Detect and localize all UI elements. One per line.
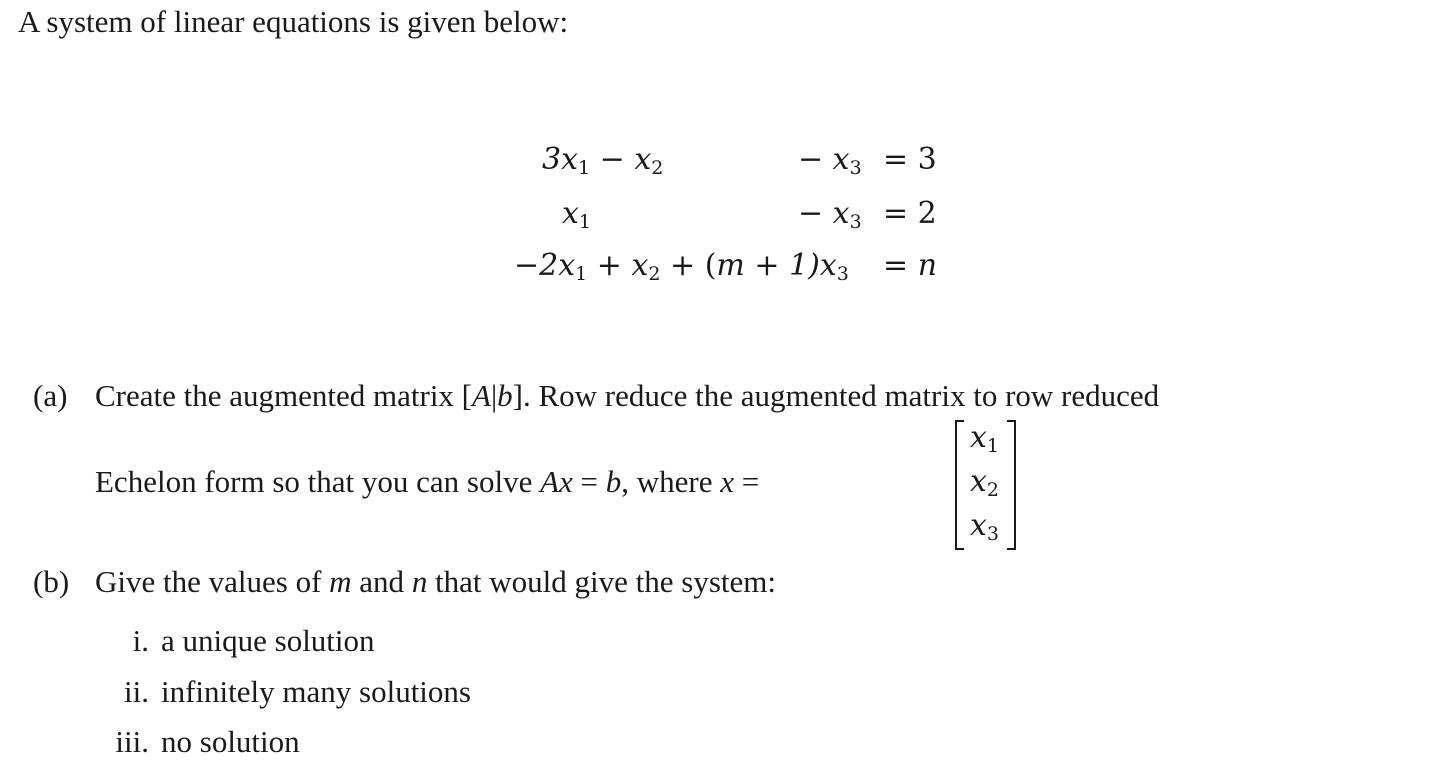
item-number: iii. bbox=[115, 724, 149, 759]
eq1-term-x1: $3x_1 - x_2$ bbox=[542, 142, 664, 179]
eq2-term-x3: − $x_3$ bbox=[798, 196, 862, 233]
eq2-term-x1: $x_1$ bbox=[562, 196, 592, 233]
part-a-line2: Echelon form so that you can solve Ax = b, where x = bbox=[95, 464, 760, 499]
vector-entry-1: $x_1$ bbox=[970, 420, 1000, 457]
eq3-lhs: $-2x_1 + x_2 + (m + 1)x_3$ bbox=[514, 248, 849, 285]
intro-text: A system of linear equations is given below: bbox=[18, 4, 569, 39]
item-number: i. bbox=[132, 623, 149, 658]
left-bracket bbox=[955, 420, 964, 550]
part-b-label: (b) bbox=[33, 564, 70, 599]
part-b-text: Give the values of m and n that would give the system: bbox=[95, 564, 777, 599]
right-bracket bbox=[1007, 420, 1016, 550]
eq2-rhs: = 2 bbox=[883, 196, 937, 231]
item-text: infinitely many solutions bbox=[161, 674, 471, 709]
part-a-line1: Create the augmented matrix [A|b]. Row reduce the augmented matrix to row reduced bbox=[95, 378, 1160, 413]
vector-entry-2: $x_2$ bbox=[970, 464, 1000, 501]
item-text: a unique solution bbox=[161, 623, 375, 658]
item-text: no solution bbox=[161, 724, 300, 759]
eq3-rhs: = n bbox=[883, 248, 938, 283]
eq1-rhs: = 3 bbox=[883, 142, 937, 177]
part-a-label: (a) bbox=[33, 378, 68, 413]
item-number: ii. bbox=[124, 674, 149, 709]
eq1-term-x3: − $x_3$ bbox=[798, 142, 862, 179]
vector-entry-3: $x_3$ bbox=[970, 508, 1000, 545]
